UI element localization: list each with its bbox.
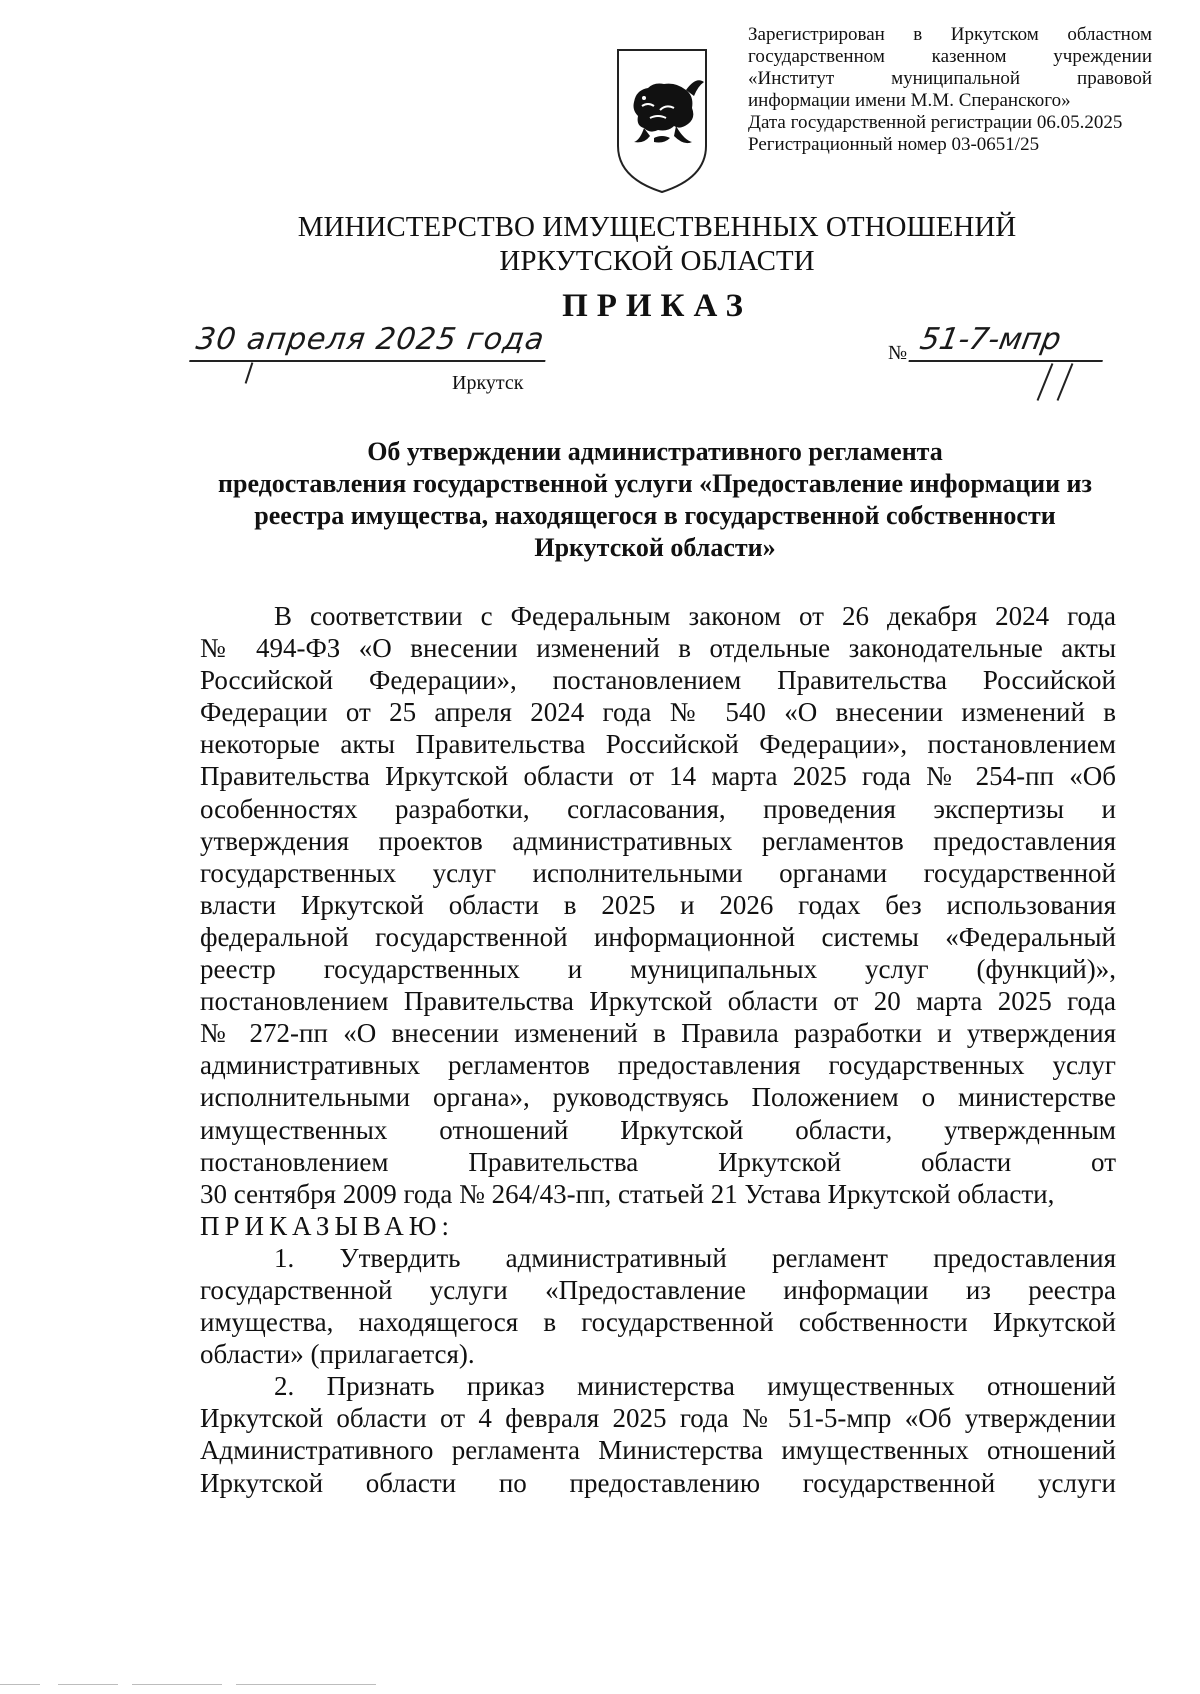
body-line: Российской Федерации», постановлением Правительства Российской <box>200 665 1116 696</box>
item-2-line: Иркутской области от 4 февраля 2025 года № 51-5-мпр «Об утверждении <box>200 1403 1116 1434</box>
body-line: постановлением Правительства Иркутской области от <box>200 1146 1116 1177</box>
body-line: 30 сентября 2009 года № 264/43-пп, статьей 21 Устава Иркутской области, <box>200 1178 1055 1209</box>
item-1-line: государственной услуги «Предоставление информации из реестра <box>200 1274 1116 1305</box>
city-name: Иркутск <box>452 372 524 394</box>
item-2-line: Иркутской области по предоставлению государственной услуги <box>200 1467 1116 1498</box>
ministry-name-line2: ИРКУТСКОЙ ОБЛАСТИ <box>499 245 815 277</box>
handwriting-stroke <box>245 362 254 384</box>
scan-artifact <box>236 1684 376 1685</box>
subject-line: Иркутской области» <box>534 533 776 562</box>
registration-date: Дата государственной регистрации 06.05.2025 <box>748 112 1123 133</box>
item-1-line: имущества, находящегося в государственной собственности Иркутской <box>200 1307 1116 1338</box>
body-line: административных регламентов предоставления государственных услуг <box>200 1050 1116 1081</box>
body-line: особенностях разработки, согласования, проведения экспертизы и <box>200 793 1116 824</box>
number-label: № <box>888 342 908 364</box>
body-line: власти Иркутской области в 2025 и 2026 годах без использования <box>200 889 1116 920</box>
order-subject <box>150 436 1160 564</box>
body-line: № 494-ФЗ «О внесении изменений в отдельные законодательные акты <box>200 633 1116 664</box>
body-line: Федерации от 25 апреля 2024 года № 540 «О внесении изменений в <box>200 697 1116 728</box>
body-line: федеральной государственной информационной системы «Федеральный <box>200 921 1116 952</box>
registration-line: «Институт муниципальной правовой <box>748 68 1152 89</box>
coat-of-arms-emblem <box>614 46 710 194</box>
body-line: В соответствии с Федеральным законом от 26 декабря 2024 года <box>274 601 1116 631</box>
ministry-header <box>0 210 1200 278</box>
order-body <box>200 600 1116 1499</box>
registration-line: информации имени М.М. Сперанского» <box>748 90 1071 111</box>
body-line: Правительства Иркутской области от 14 марта 2025 года № 254-пп «Об <box>200 761 1116 792</box>
registration-number: Регистрационный номер 03-0651/25 <box>748 134 1040 155</box>
body-line: некоторые акты Правительства Российской Федерации», постановлением <box>200 729 1116 760</box>
body-line: государственных услуг исполнительными органами государственной <box>200 857 1116 888</box>
item-1-line: области» (прилагается). <box>200 1339 475 1370</box>
handwritten-number: 51-7-мпр <box>908 322 1109 362</box>
scan-artifact <box>58 1684 118 1685</box>
registration-stamp <box>748 24 1152 156</box>
subject-line: предоставления государственной услуги «Предоставление информации из <box>218 469 1092 498</box>
subject-line: Об утверждении административного регламента <box>367 437 943 466</box>
body-line: реестр государственных и муниципальных услуг (функций)», <box>200 954 1116 985</box>
handwriting-stroke <box>1057 363 1074 401</box>
body-line: постановлением Правительства Иркутской области от 20 марта 2025 года <box>200 986 1116 1017</box>
registration-line: Зарегистрирован в Иркутском областном <box>748 24 1152 45</box>
handwriting-stroke <box>1037 363 1054 401</box>
subject-line: реестра имущества, находящегося в государственной собственности <box>254 501 1056 530</box>
document-type-title: ПРИКАЗ <box>562 288 752 324</box>
body-line: исполнительными органа», руководствуясь Положением о министерстве <box>200 1082 1116 1113</box>
ministry-name-line1: МИНИСТЕРСТВО ИМУЩЕСТВЕННЫХ ОТНОШЕНИЙ <box>297 211 1017 243</box>
scan-artifact <box>132 1684 222 1685</box>
handwritten-date: 30 апреля 2025 года <box>189 322 551 362</box>
item-2-line: Административного регламента Министерства имущественных отношений <box>200 1435 1116 1466</box>
item-2-line: 2. Признать приказ министерства имущественных отношений <box>274 1371 1116 1402</box>
body-line: утверждения проектов административных регламентов предоставления <box>200 825 1116 856</box>
body-line: № 272-пп «О внесении изменений в Правила разработки и утверждения <box>200 1018 1116 1049</box>
scan-artifact <box>0 1684 40 1685</box>
body-line: имущественных отношений Иркутской области, утвержденным <box>200 1114 1116 1145</box>
item-1-line: 1. Утвердить административный регламент предоставления <box>274 1242 1116 1273</box>
registration-line: государственном казенном учреждении <box>748 46 1152 67</box>
order-word: ПРИКАЗЫВАЮ: <box>200 1210 454 1241</box>
